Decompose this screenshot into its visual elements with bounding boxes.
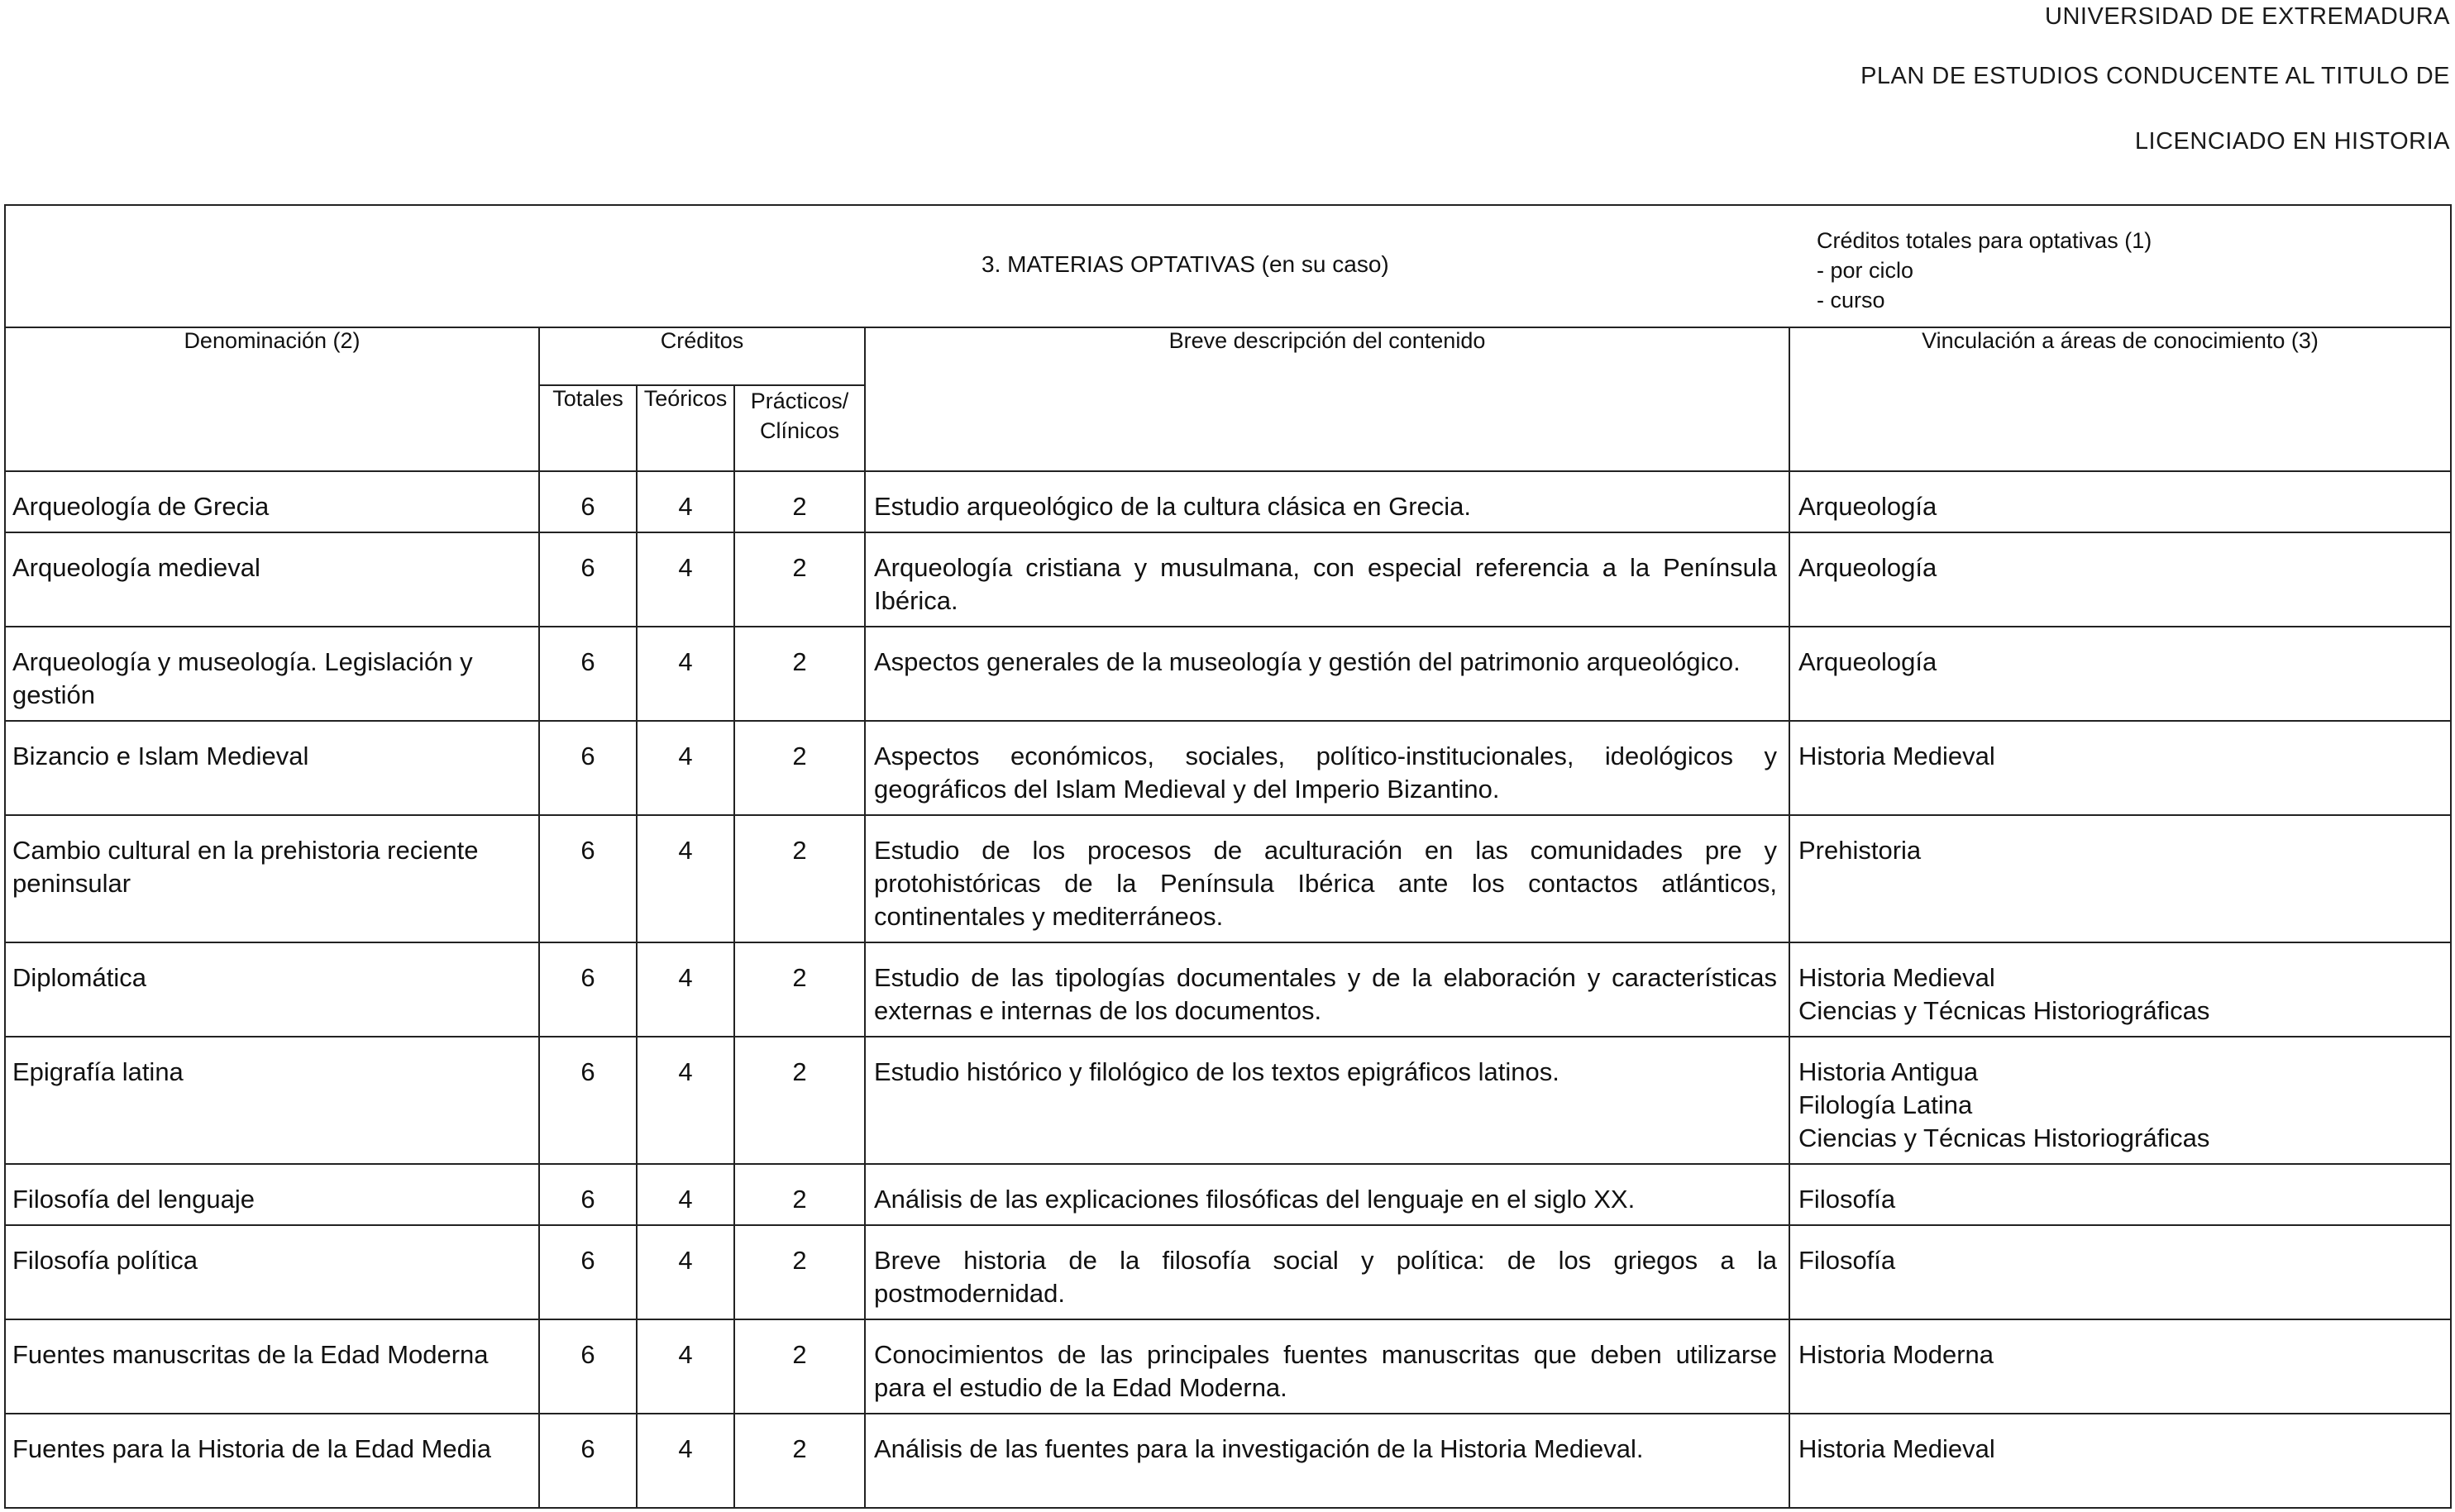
knowledge-areas	[1789, 942, 2451, 1037]
subject-name: Fuentes manuscritas de la Edad Moderna	[5, 1319, 539, 1414]
knowledge-area: Historia Medieval	[1798, 963, 1995, 992]
section-title: 3. MATERIAS OPTATIVAS (en su caso)	[982, 251, 1389, 277]
knowledge-areas	[1789, 532, 2451, 627]
table-row	[5, 1414, 2451, 1508]
subject-name: Filosofía del lenguaje	[5, 1164, 539, 1225]
table-row	[5, 942, 2451, 1037]
credits-practicos: 2	[734, 1414, 865, 1508]
credits-teoricos: 4	[637, 1319, 734, 1414]
optativas-line-2: - por ciclo	[1817, 258, 1914, 283]
credits-practicos: 2	[734, 1225, 865, 1319]
subject-name: Arqueología medieval	[5, 532, 539, 627]
credits-totales: 6	[539, 1225, 637, 1319]
knowledge-areas	[1789, 1225, 2451, 1319]
knowledge-area: Ciencias y Técnicas Historiográficas	[1798, 996, 2210, 1025]
credits-practicos: 2	[734, 1037, 865, 1164]
credits-practicos: 2	[734, 532, 865, 627]
table-row	[5, 627, 2451, 721]
credits-practicos: 2	[734, 721, 865, 815]
knowledge-area: Historia Moderna	[1798, 1340, 1994, 1369]
knowledge-area: Historia Medieval	[1798, 1434, 1995, 1463]
credits-teoricos: 4	[637, 721, 734, 815]
subject-description: Breve historia de la filosofía social y política: de los griegos a la postmodernidad.	[865, 1225, 1789, 1319]
credits-practicos: 2	[734, 1164, 865, 1225]
subject-description: Estudio histórico y filológico de los textos epigráficos latinos.	[865, 1037, 1789, 1164]
subject-description: Aspectos económicos, sociales, político-institucionales, ideológicos y geográficos del Islam Medieval y del Imperio Bizantino.	[865, 721, 1789, 815]
knowledge-area: Arqueología	[1798, 647, 1937, 676]
knowledge-area: Filología Latina	[1798, 1090, 1973, 1119]
subject-description: Aspectos generales de la museología y gestión del patrimonio arqueológico.	[865, 627, 1789, 721]
credits-teoricos: 4	[637, 627, 734, 721]
credits-totales: 6	[539, 627, 637, 721]
subject-name: Filosofía política	[5, 1225, 539, 1319]
credits-teoricos: 4	[637, 942, 734, 1037]
subject-name: Diplomática	[5, 942, 539, 1037]
credits-practicos: 2	[734, 815, 865, 942]
header-creditos: Créditos	[539, 327, 865, 385]
subject-name: Arqueología de Grecia	[5, 471, 539, 532]
header-teoricos: Teóricos	[637, 385, 734, 471]
subject-description: Estudio de los procesos de aculturación en las comunidades pre y protohistóricas de la Península Ibérica ante los contactos atlánticos, continentales y mediterráneos.	[865, 815, 1789, 942]
optativas-table	[4, 204, 2452, 1509]
section-title-cell	[5, 205, 2451, 327]
credits-totales: 6	[539, 815, 637, 942]
table-row	[5, 471, 2451, 532]
credits-teoricos: 4	[637, 471, 734, 532]
knowledge-areas	[1789, 627, 2451, 721]
table-row	[5, 1037, 2451, 1164]
credits-totales: 6	[539, 532, 637, 627]
table-row	[5, 532, 2451, 627]
subject-name: Epigrafía latina	[5, 1037, 539, 1164]
knowledge-areas	[1789, 815, 2451, 942]
subject-description: Conocimientos de las principales fuentes manuscritas que deben utilizarse para el estudio de la Edad Moderna.	[865, 1319, 1789, 1414]
optativas-line-1: Créditos totales para optativas (1)	[1817, 228, 2152, 253]
subject-name: Arqueología y museología. Legislación y gestión	[5, 627, 539, 721]
knowledge-area: Historia Medieval	[1798, 742, 1995, 770]
university-name: UNIVERSIDAD DE EXTREMADURA	[2045, 3, 2450, 30]
knowledge-areas	[1789, 471, 2451, 532]
plan-title: PLAN DE ESTUDIOS CONDUCENTE AL TITULO DE	[1860, 63, 2450, 89]
credits-teoricos: 4	[637, 1164, 734, 1225]
header-totales: Totales	[539, 385, 637, 471]
credits-teoricos: 4	[637, 532, 734, 627]
header-descripcion: Breve descripción del contenido	[865, 327, 1789, 471]
knowledge-area: Arqueología	[1798, 492, 1937, 521]
credits-totales: 6	[539, 721, 637, 815]
knowledge-areas	[1789, 721, 2451, 815]
table-row	[5, 721, 2451, 815]
subject-name: Bizancio e Islam Medieval	[5, 721, 539, 815]
knowledge-areas	[1789, 1037, 2451, 1164]
credits-practicos: 2	[734, 1319, 865, 1414]
credits-totales: 6	[539, 1164, 637, 1225]
credits-teoricos: 4	[637, 815, 734, 942]
knowledge-area: Historia Antigua	[1798, 1057, 1979, 1086]
subject-name: Cambio cultural en la prehistoria reciente peninsular	[5, 815, 539, 942]
knowledge-area: Arqueología	[1798, 553, 1937, 582]
table-row	[5, 1225, 2451, 1319]
knowledge-areas	[1789, 1414, 2451, 1508]
knowledge-areas	[1789, 1319, 2451, 1414]
degree-title: LICENCIADO EN HISTORIA	[2134, 128, 2450, 155]
credits-teoricos: 4	[637, 1037, 734, 1164]
table-row	[5, 1164, 2451, 1225]
header-denominacion: Denominación (2)	[5, 327, 539, 471]
credits-totales: 6	[539, 942, 637, 1037]
subject-description: Análisis de las fuentes para la investigación de la Historia Medieval.	[865, 1414, 1789, 1508]
credits-totales: 6	[539, 1319, 637, 1414]
credits-practicos: 2	[734, 471, 865, 532]
subject-name: Fuentes para la Historia de la Edad Media	[5, 1414, 539, 1508]
credits-totales: 6	[539, 471, 637, 532]
knowledge-area: Prehistoria	[1798, 836, 1922, 865]
table-row	[5, 815, 2451, 942]
credits-teoricos: 4	[637, 1225, 734, 1319]
knowledge-area: Ciencias y Técnicas Historiográficas	[1798, 1123, 2210, 1152]
knowledge-area: Filosofía	[1798, 1246, 1896, 1275]
credits-totales: 6	[539, 1414, 637, 1508]
header-vinculacion: Vinculación a áreas de conocimiento (3)	[1789, 327, 2451, 471]
subject-description: Análisis de las explicaciones filosóficas del lenguaje en el siglo XX.	[865, 1164, 1789, 1225]
credits-practicos: 2	[734, 942, 865, 1037]
subject-description: Arqueología cristiana y musulmana, con especial referencia a la Península Ibérica.	[865, 532, 1789, 627]
optativas-credits-note	[1817, 226, 2152, 315]
credits-practicos: 2	[734, 627, 865, 721]
header-practicos-line-2: Clínicos	[759, 418, 840, 443]
knowledge-areas	[1789, 1164, 2451, 1225]
credits-teoricos: 4	[637, 1414, 734, 1508]
subject-description: Estudio de las tipologías documentales y de la elaboración y características externas e internas de los documentos.	[865, 942, 1789, 1037]
credits-totales: 6	[539, 1037, 637, 1164]
optativas-line-3: - curso	[1817, 288, 1885, 312]
header-practicos	[734, 385, 865, 471]
subject-description: Estudio arqueológico de la cultura clásica en Grecia.	[865, 471, 1789, 532]
table-row	[5, 1319, 2451, 1414]
header-practicos-line-1: Prácticos/	[750, 389, 849, 413]
knowledge-area: Filosofía	[1798, 1185, 1896, 1214]
